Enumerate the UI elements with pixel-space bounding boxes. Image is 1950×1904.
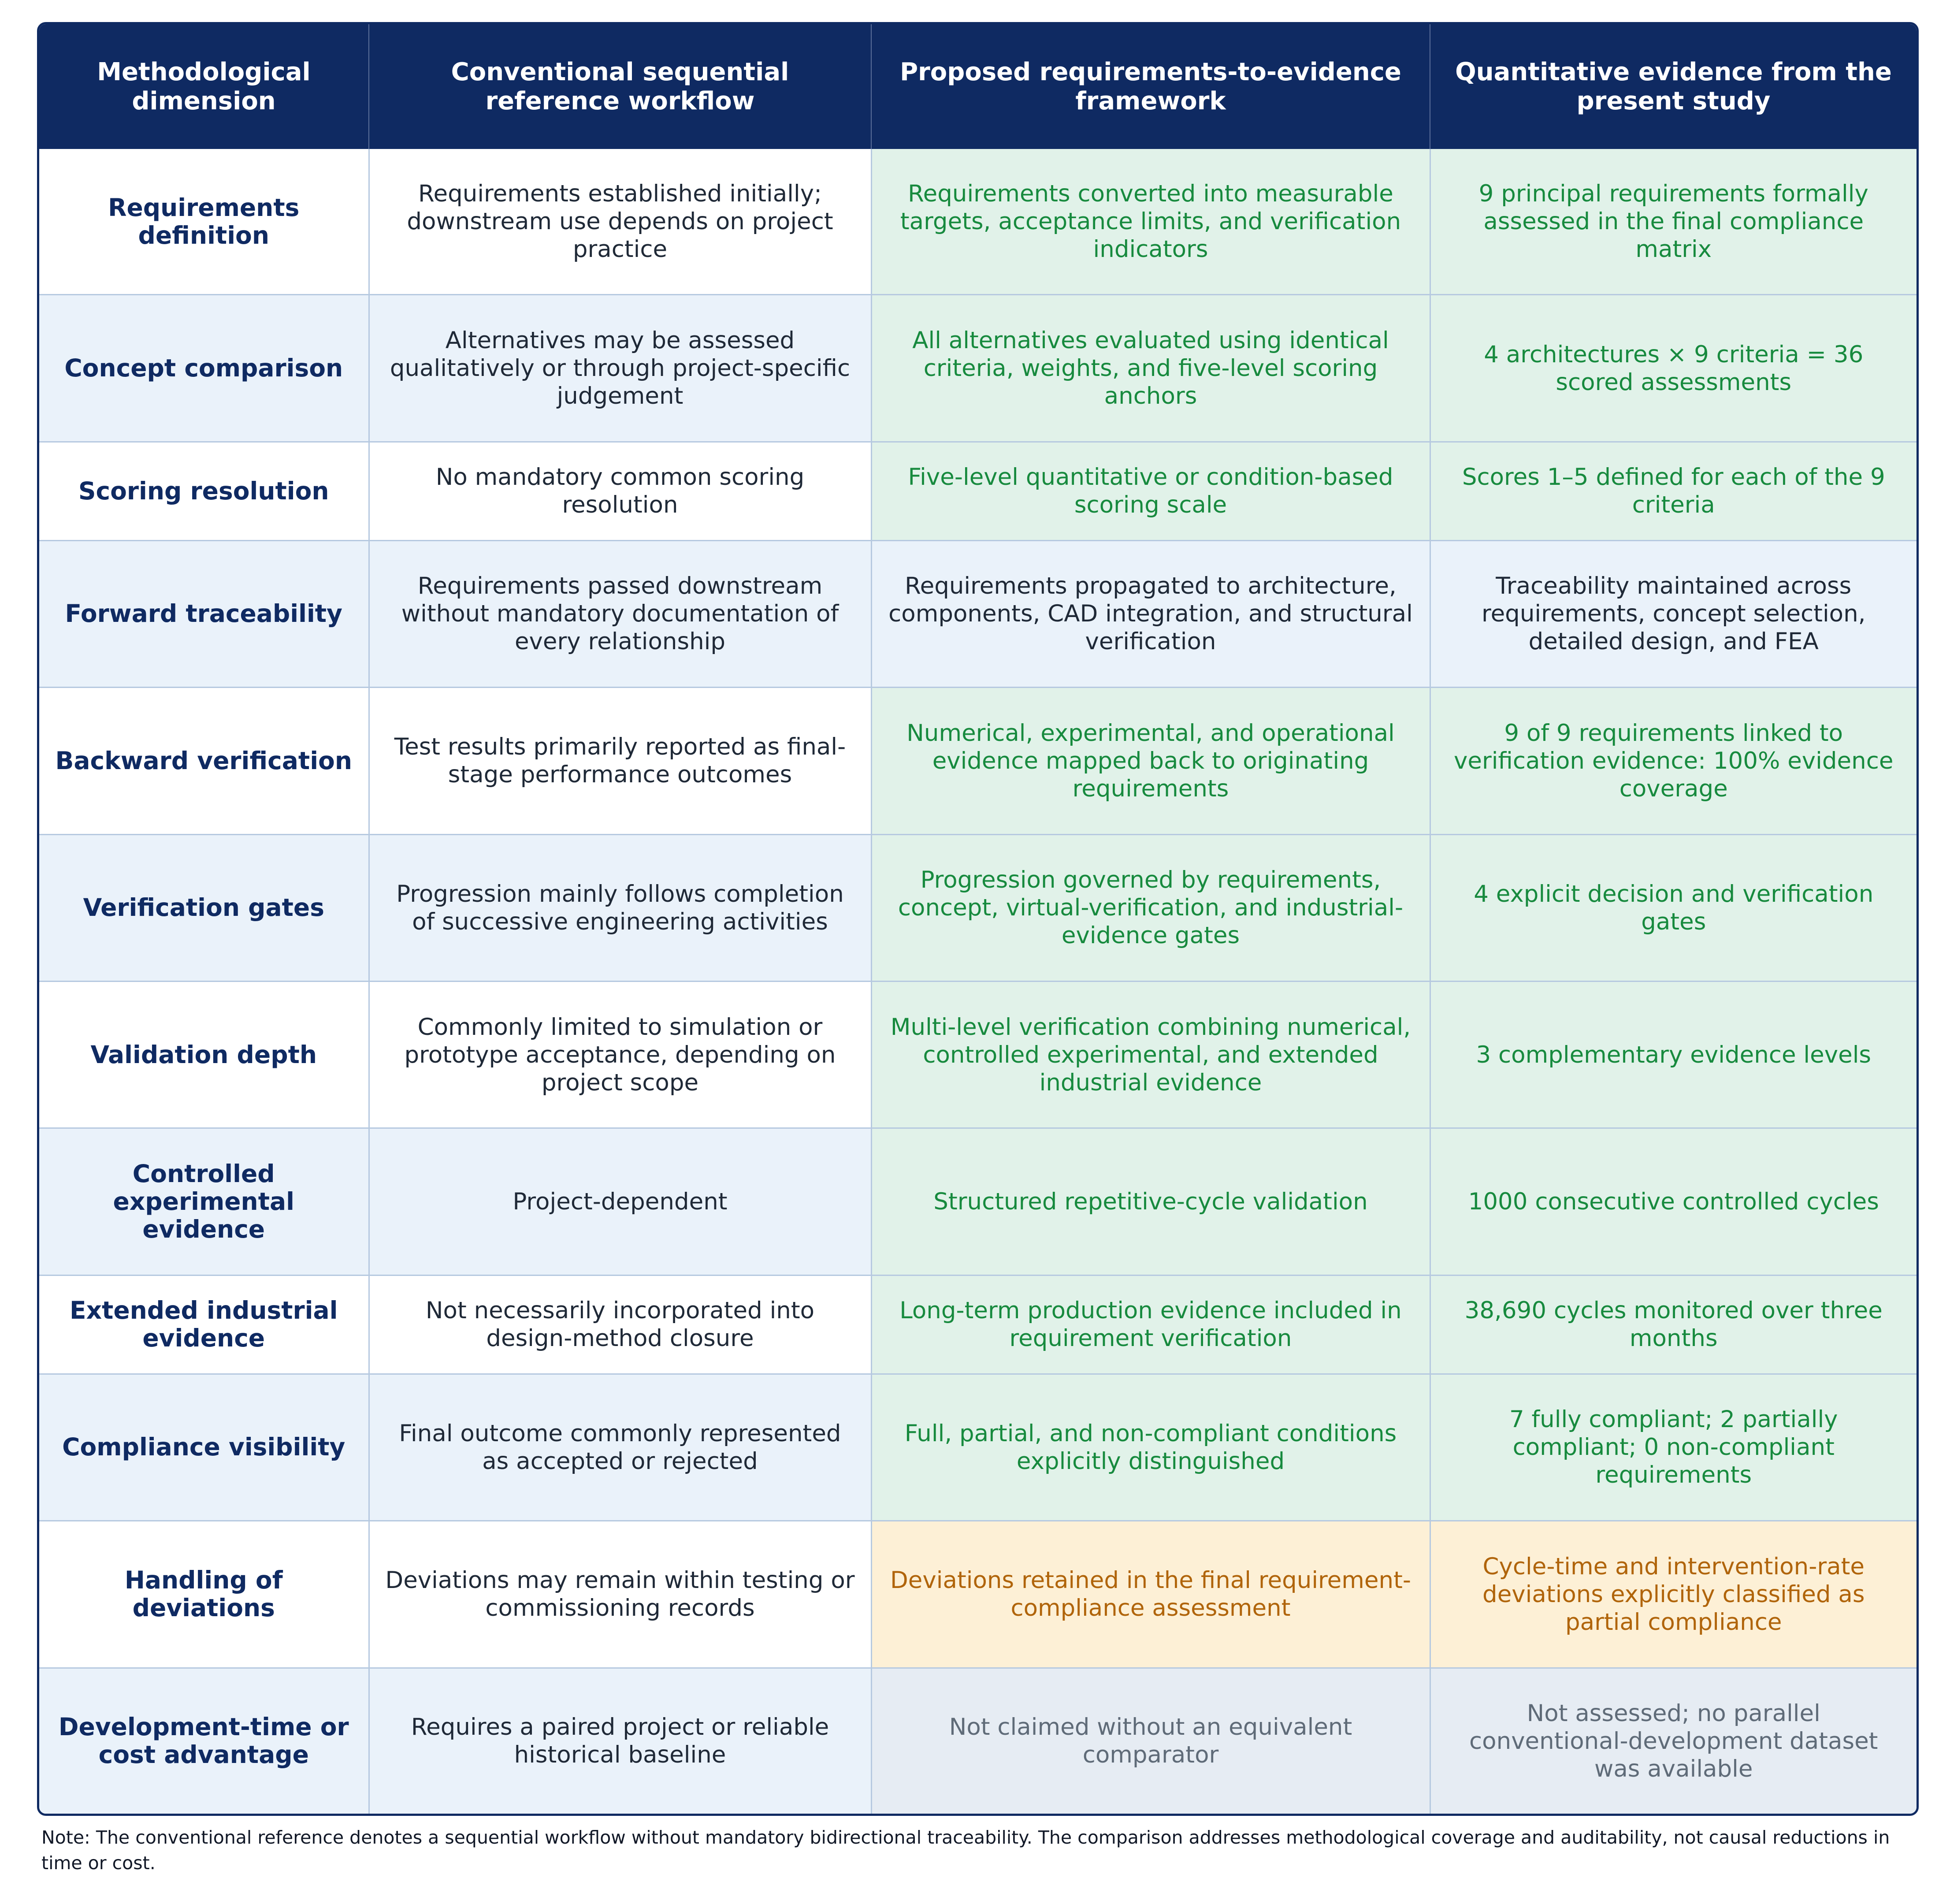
conventional-cell: Deviations may remain within testing or commissioning records [369, 1521, 871, 1668]
conventional-cell: Not necessarily incorporated into design-method closure [369, 1275, 871, 1374]
table-row [39, 1374, 1917, 1521]
dimension-cell: Forward traceability [39, 540, 369, 687]
comparison-table-container [37, 22, 1919, 1816]
comparison-table [39, 24, 1917, 1814]
dimension-cell: Controlled experimental evidence [39, 1128, 369, 1275]
table-row [39, 834, 1917, 981]
proposed-cell: All alternatives evaluated using identical criteria, weights, and five-level scoring anchors [871, 295, 1430, 442]
proposed-cell: Numerical, experimental, and operational evidence mapped back to originating requirements [871, 688, 1430, 834]
proposed-cell: Long-term production evidence included in requirement verification [871, 1275, 1430, 1374]
table-row [39, 149, 1917, 295]
proposed-cell: Requirements propagated to architecture, components, CAD integration, and structural verification [871, 540, 1430, 687]
dimension-cell: Verification gates [39, 834, 369, 981]
conventional-cell: Commonly limited to simulation or prototype acceptance, depending on project scope [369, 981, 871, 1128]
dimension-cell: Extended industrial evidence [39, 1275, 369, 1374]
evidence-cell: 9 principal requirements formally assessed in the final compliance matrix [1430, 149, 1917, 295]
proposed-cell: Progression governed by requirements, concept, virtual-verification, and industrial-evidence gates [871, 834, 1430, 981]
column-header-conventional: Conventional sequential reference workflow [369, 24, 871, 149]
table-row [39, 1521, 1917, 1668]
conventional-cell: Final outcome commonly represented as accepted or rejected [369, 1374, 871, 1521]
column-header-evidence: Quantitative evidence from the present study [1430, 24, 1917, 149]
dimension-cell: Backward verification [39, 688, 369, 834]
proposed-cell: Five-level quantitative or condition-based scoring scale [871, 442, 1430, 540]
evidence-cell: 3 complementary evidence levels [1430, 981, 1917, 1128]
table-row [39, 540, 1917, 687]
conventional-cell: Test results primarily reported as final-stage performance outcomes [369, 688, 871, 834]
dimension-cell: Scoring resolution [39, 442, 369, 540]
proposed-cell: Requirements converted into measurable targets, acceptance limits, and verification indicators [871, 149, 1430, 295]
table-row [39, 1275, 1917, 1374]
column-header-dimension: Methodological dimension [39, 24, 369, 149]
column-header-proposed: Proposed requirements-to-evidence framework [871, 24, 1430, 149]
evidence-cell: 7 fully compliant; 2 partially compliant; 0 non-compliant requirements [1430, 1374, 1917, 1521]
evidence-cell: 38,690 cycles monitored over three months [1430, 1275, 1917, 1374]
conventional-cell: Progression mainly follows completion of successive engineering activities [369, 834, 871, 981]
dimension-cell: Compliance visibility [39, 1374, 369, 1521]
table-row [39, 688, 1917, 834]
conventional-cell: Requirements passed downstream without mandatory documentation of every relationship [369, 540, 871, 687]
conventional-cell: Requires a paired project or reliable historical baseline [369, 1668, 871, 1814]
table-row [39, 1668, 1917, 1814]
table-row [39, 442, 1917, 540]
dimension-cell: Validation depth [39, 981, 369, 1128]
conventional-cell: Project-dependent [369, 1128, 871, 1275]
evidence-cell: Traceability maintained across requirements, concept selection, detailed design, and FEA [1430, 540, 1917, 687]
dimension-cell: Requirements definition [39, 149, 369, 295]
evidence-cell: Scores 1–5 defined for each of the 9 criteria [1430, 442, 1917, 540]
proposed-cell: Not claimed without an equivalent comparator [871, 1668, 1430, 1814]
table-row [39, 295, 1917, 442]
proposed-cell: Full, partial, and non-compliant conditions explicitly distinguished [871, 1374, 1430, 1521]
evidence-cell: Not assessed; no parallel conventional-development dataset was available [1430, 1668, 1917, 1814]
evidence-cell: Cycle-time and intervention-rate deviations explicitly classified as partial compliance [1430, 1521, 1917, 1668]
dimension-cell: Development-time or cost advantage [39, 1668, 369, 1814]
dimension-cell: Concept comparison [39, 295, 369, 442]
header-row [39, 24, 1917, 149]
evidence-cell: 9 of 9 requirements linked to verification evidence: 100% evidence coverage [1430, 688, 1917, 834]
conventional-cell: Alternatives may be assessed qualitatively or through project-specific judgement [369, 295, 871, 442]
proposed-cell: Multi-level verification combining numerical, controlled experimental, and extended industrial evidence [871, 981, 1430, 1128]
evidence-cell: 4 explicit decision and verification gates [1430, 834, 1917, 981]
table-row [39, 981, 1917, 1128]
conventional-cell: Requirements established initially; downstream use depends on project practice [369, 149, 871, 295]
evidence-cell: 4 architectures × 9 criteria = 36 scored assessments [1430, 295, 1917, 442]
dimension-cell: Handling of deviations [39, 1521, 369, 1668]
evidence-cell: 1000 consecutive controlled cycles [1430, 1128, 1917, 1275]
table-footnote: Note: The conventional reference denotes a sequential workflow without mandatory bidirectional traceability. The comparison addresses methodological coverage and auditability, not causal reductions in time or cost. [41, 1827, 1890, 1874]
proposed-cell: Deviations retained in the final requirement-compliance assessment [871, 1521, 1430, 1668]
conventional-cell: No mandatory common scoring resolution [369, 442, 871, 540]
table-row [39, 1128, 1917, 1275]
proposed-cell: Structured repetitive-cycle validation [871, 1128, 1430, 1275]
